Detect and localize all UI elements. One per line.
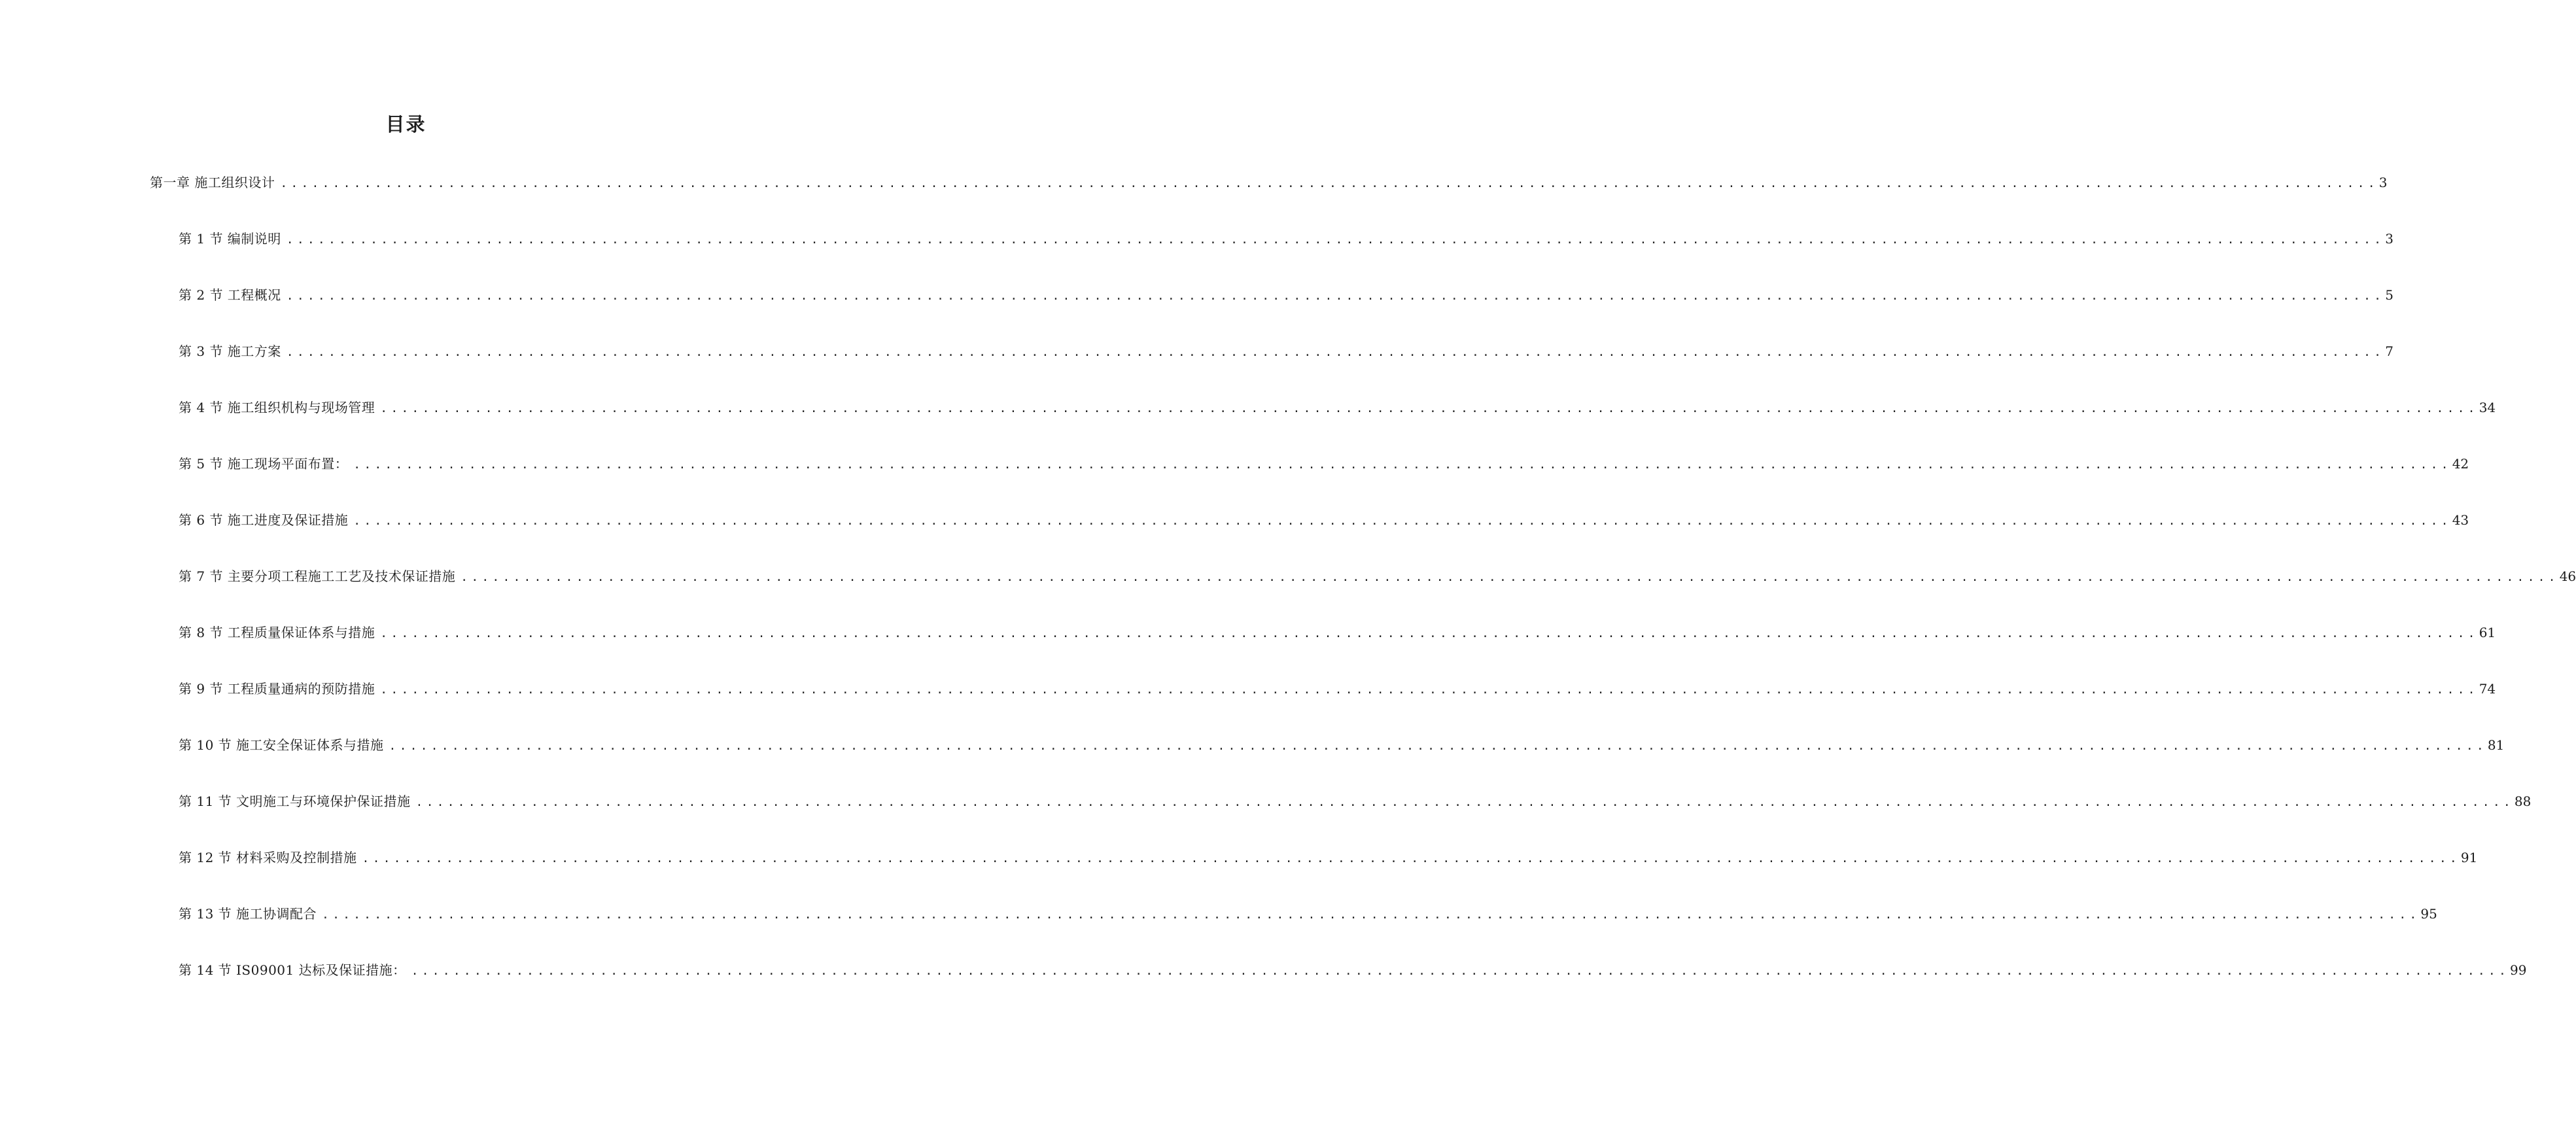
- toc-dot-leader: ........................................................................................................................................................................................................: [286, 345, 2385, 359]
- toc-entry-label: 第 11 节 文明施工与环境保护保证措施: [179, 793, 411, 809]
- toc-dot-leader: ........................................................................................................................................................................................................: [286, 233, 2385, 247]
- toc-dot-leader: ........................................................................................................................................................................................................: [286, 289, 2385, 303]
- toc-entry-page-number: 42: [2452, 456, 2469, 472]
- toc-entry-label: 第 6 节 施工进度及保证措施: [179, 512, 349, 528]
- toc-entry-section-6[interactable]: [179, 511, 2469, 531]
- toc-entry-section-4[interactable]: [179, 398, 2496, 418]
- toc-entry-label: 第 8 节 工程质量保证体系与措施: [179, 625, 375, 640]
- toc-entry-section-13[interactable]: [179, 905, 2437, 924]
- toc-entry-chapter-1[interactable]: [150, 173, 2388, 193]
- toc-dot-leader: ........................................................................................................................................................................................................: [353, 458, 2452, 472]
- toc-entry-page-number: 91: [2460, 850, 2478, 865]
- toc-entry-section-3[interactable]: [179, 342, 2393, 362]
- toc-entry-label: 第 7 节 主要分项工程施工工艺及技术保证措施: [179, 568, 456, 584]
- toc-entry-page-number: 7: [2385, 343, 2393, 359]
- toc-dot-leader: ........................................................................................................................................................................................................: [280, 177, 2378, 190]
- toc-entry-page-number: 99: [2510, 962, 2527, 978]
- toc-entry-section-2[interactable]: [179, 286, 2393, 305]
- toc-entry-label: 第 10 节 施工安全保证体系与措施: [179, 737, 384, 753]
- toc-entry-label: 第一章 施工组织设计: [150, 175, 275, 190]
- toc-entry-page-number: 5: [2385, 287, 2393, 303]
- toc-entry-page-number: 46: [2559, 568, 2576, 584]
- page-title: 目录: [385, 113, 426, 135]
- toc-entry-section-10[interactable]: [179, 736, 2505, 756]
- toc-entry-page-number: 3: [2385, 231, 2393, 247]
- toc-entry-section-9[interactable]: [179, 680, 2496, 699]
- toc-entry-section-11[interactable]: [179, 792, 2532, 812]
- toc-entry-page-number: 34: [2479, 400, 2496, 415]
- toc-entry-label: 第 14 节 IS09001 达标及保证措施：: [179, 962, 406, 978]
- toc-entry-page-number: 61: [2479, 625, 2496, 640]
- toc-entry-section-14[interactable]: [179, 961, 2527, 981]
- toc-entry-label: 第 13 节 施工协调配合: [179, 906, 317, 922]
- toc-dot-leader: ........................................................................................................................................................................................................: [415, 795, 2514, 809]
- toc-entry-page-number: 43: [2452, 512, 2469, 528]
- toc-dot-leader: ........................................................................................................................................................................................................: [362, 852, 2460, 865]
- toc-dot-leader: ........................................................................................................................................................................................................: [353, 514, 2452, 528]
- toc-entry-label: 第 4 节 施工组织机构与现场管理: [179, 400, 375, 415]
- toc-entry-page-number: 88: [2514, 793, 2532, 809]
- toc-entry-section-5[interactable]: [179, 455, 2469, 474]
- toc-entry-label: 第 9 节 工程质量通病的预防措施: [179, 681, 375, 697]
- toc-entry-label: 第 12 节 材料采购及控制措施: [179, 850, 357, 865]
- toc-entry-page-number: 81: [2487, 737, 2505, 753]
- toc-dot-leader: ........................................................................................................................................................................................................: [389, 739, 2487, 753]
- toc-dot-leader: ........................................................................................................................................................................................................: [380, 402, 2479, 415]
- toc-entry-label: 第 3 节 施工方案: [179, 343, 281, 359]
- toc-entry-page-number: 3: [2378, 175, 2388, 190]
- toc-entry-page-number: 95: [2420, 906, 2437, 922]
- toc-entry-section-8[interactable]: [179, 623, 2496, 643]
- toc-dot-leader: ........................................................................................................................................................................................................: [380, 627, 2479, 640]
- toc-dot-leader: ........................................................................................................................................................................................................: [411, 964, 2509, 978]
- toc-entry-section-12[interactable]: [179, 848, 2478, 868]
- toc-entry-section-7[interactable]: [179, 567, 2576, 587]
- toc-entry-label: 第 2 节 工程概况: [179, 287, 281, 303]
- toc-entry-label: 第 5 节 施工现场平面布置：: [179, 456, 349, 472]
- toc-entry-section-1[interactable]: [179, 230, 2393, 249]
- toc-entry-page-number: 74: [2479, 681, 2496, 697]
- toc-dot-leader: ........................................................................................................................................................................................................: [461, 570, 2559, 584]
- toc-dot-leader: ........................................................................................................................................................................................................: [380, 683, 2479, 697]
- toc-entry-label: 第 1 节 编制说明: [179, 231, 281, 247]
- toc-dot-leader: ........................................................................................................................................................................................................: [322, 908, 2420, 922]
